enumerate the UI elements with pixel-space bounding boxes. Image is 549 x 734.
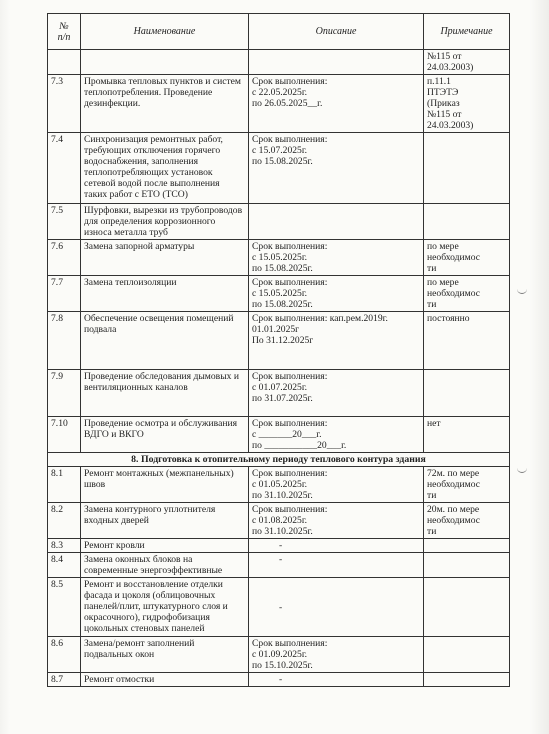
table-row: [48, 553, 510, 578]
table-row: [48, 673, 510, 687]
header-num: № п/п: [48, 14, 81, 50]
row-note: по мере необходимос ти: [424, 276, 510, 312]
row-num: 8.2: [48, 503, 81, 539]
section-8-title: 8. Подготовка к отопительному периоду теплового контура здания: [48, 453, 510, 467]
row-name: Замена оконных блоков на современные энергоэффективные: [81, 553, 249, 578]
row-note: по мере необходимос ти: [424, 240, 510, 276]
row-name: Синхронизация ремонтных работ, требующих отключения горячего водоснабжения, заполнения теплопотребляющих установок сетевой водой после выполнения таких работ с ЕТО (ТСО): [81, 133, 249, 204]
table-header-row: [48, 14, 510, 50]
row-name: Промывка тепловых пунктов и систем теплопотребления. Проведение дезинфекции.: [81, 75, 249, 133]
row-desc: Срок выполнения: с 01.07.2025г. по 31.07.2025г.: [249, 370, 424, 417]
row-num: 8.3: [48, 539, 81, 553]
row-note: [424, 673, 510, 687]
row-desc: Срок выполнения: с 01.05.2025г. по 31.10.2025г.: [249, 467, 424, 503]
table-row: [48, 75, 510, 133]
work-plan-table: [47, 13, 510, 687]
row-num: 8.7: [48, 673, 81, 687]
table-row: [48, 637, 510, 673]
row-desc: Срок выполнения: с 01.08.2025г. по 31.10.2025г.: [249, 503, 424, 539]
row-note: №115 от 24.03.2003): [424, 50, 510, 75]
row-desc: Срок выполнения: с 15.07.2025г. по 15.08.2025г.: [249, 133, 424, 204]
table-row: [48, 240, 510, 276]
row-num: 7.9: [48, 370, 81, 417]
table-row: [48, 539, 510, 553]
row-num: 7.4: [48, 133, 81, 204]
table-row: [48, 276, 510, 312]
row-num: 8.5: [48, 578, 81, 637]
row-note: [424, 578, 510, 637]
row-name: Проведение обследования дымовых и вентиляционных каналов: [81, 370, 249, 417]
row-note: нет: [424, 417, 510, 453]
header-desc: Описание: [249, 14, 424, 50]
row-name: Ремонт отмостки: [81, 673, 249, 687]
row-name: [81, 50, 249, 75]
header-name: Наименование: [81, 14, 249, 50]
table-row: [48, 370, 510, 417]
row-desc: Срок выполнения: с 15.05.2025г. по 15.08.2025г.: [249, 240, 424, 276]
row-desc: -: [249, 539, 424, 553]
table-row: [48, 417, 510, 453]
row-num: 7.3: [48, 75, 81, 133]
row-num: 7.10: [48, 417, 81, 453]
row-num: 7.5: [48, 204, 81, 240]
row-desc: Срок выполнения: с 15.05.2025г. по 15.08.2025г.: [249, 276, 424, 312]
table-row: [48, 50, 510, 75]
row-name: Замена запорной арматуры: [81, 240, 249, 276]
row-num: 8.4: [48, 553, 81, 578]
header-note: Примечание: [424, 14, 510, 50]
table-row: [48, 578, 510, 637]
row-note: 20м. по мере необходимос ти: [424, 503, 510, 539]
row-note: 72м. по мере необходимос ти: [424, 467, 510, 503]
row-num: 7.6: [48, 240, 81, 276]
table-row: [48, 204, 510, 240]
section-8-row: [48, 453, 510, 467]
row-desc: -: [249, 673, 424, 687]
row-desc: Срок выполнения: с 01.09.2025г. по 15.10.2025г.: [249, 637, 424, 673]
row-name: Ремонт кровли: [81, 539, 249, 553]
row-note: [424, 204, 510, 240]
row-name: Проведение осмотра и обслуживания ВДГО и ВКГО: [81, 417, 249, 453]
row-note: п.11.1 ПТЭТЭ (Приказ №115 от 24.03.2003): [424, 75, 510, 133]
hole-punch-mark: [517, 287, 527, 294]
row-note: постоянно: [424, 312, 510, 370]
row-name: Шурфовки, вырезки из трубопроводов для определения коррозионного износа металла труб: [81, 204, 249, 240]
row-num: [48, 50, 81, 75]
row-note: [424, 539, 510, 553]
row-name: Ремонт и восстановление отделки фасада и цоколя (облицовочных панелей/плит, штукатурного слоя и окрасочного), гидрофобизация цокольных стеновых панелей: [81, 578, 249, 637]
table-row: [48, 467, 510, 503]
row-desc: [249, 50, 424, 75]
row-note: [424, 370, 510, 417]
row-desc: Срок выполнения: с 22.05.2025г. по 26.05.2025__г.: [249, 75, 424, 133]
table-row: [48, 312, 510, 370]
row-note: [424, 553, 510, 578]
row-name: Замена теплоизоляции: [81, 276, 249, 312]
row-name: Замена/ремонт заполнений подвальных окон: [81, 637, 249, 673]
row-desc: Срок выполнения: с _______20___г. по ___________20___г.: [249, 417, 424, 453]
row-num: 8.6: [48, 637, 81, 673]
row-desc: Срок выполнения: кап.рем.2019г. 01.01.2025г По 31.12.2025г: [249, 312, 424, 370]
hole-punch-mark: [517, 466, 527, 473]
row-num: 7.7: [48, 276, 81, 312]
table-row: [48, 503, 510, 539]
row-name: Обеспечение освещения помещений подвала: [81, 312, 249, 370]
row-num: 7.8: [48, 312, 81, 370]
table-row: [48, 133, 510, 204]
row-name: Замена контурного уплотнителя входных дверей: [81, 503, 249, 539]
row-num: 8.1: [48, 467, 81, 503]
row-desc: [249, 204, 424, 240]
row-note: [424, 133, 510, 204]
row-desc: -: [249, 553, 424, 578]
row-desc: -: [249, 578, 424, 637]
row-note: [424, 637, 510, 673]
row-name: Ремонт монтажных (межпанельных) швов: [81, 467, 249, 503]
